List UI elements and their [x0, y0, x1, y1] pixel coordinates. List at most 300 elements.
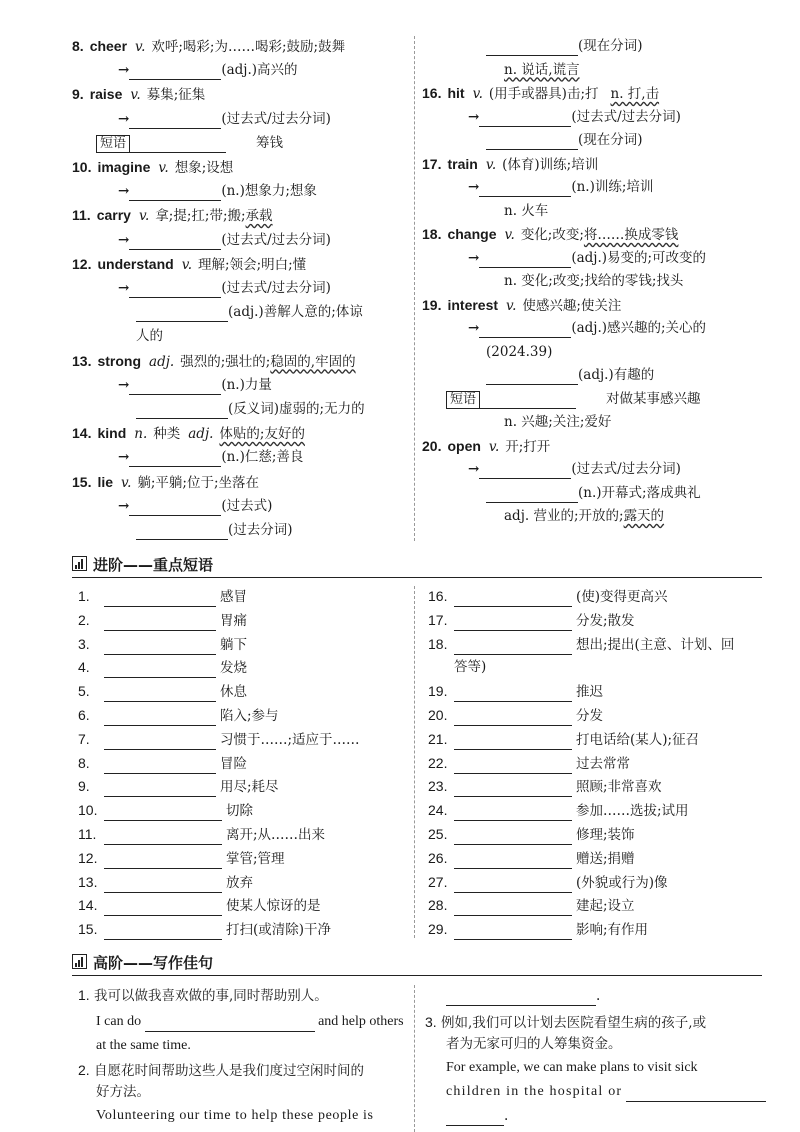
item-number: 2.: [78, 611, 90, 628]
phrase-meaning: 习惯于……;适应于……: [220, 731, 360, 748]
answer-blank[interactable]: [104, 925, 222, 940]
phrase-item: [78, 729, 360, 750]
phrase-item: [428, 919, 648, 940]
vocab-line: [72, 205, 273, 226]
vocab-word: lie: [97, 473, 114, 490]
phrase-meaning: 推迟: [576, 684, 603, 701]
answer-blank[interactable]: [104, 616, 216, 631]
answer-blank[interactable]: [454, 592, 572, 607]
arrow-icon: →: [468, 461, 480, 477]
vocab-line: [136, 302, 363, 322]
vocab-word: change: [447, 226, 497, 242]
vocab-line: [446, 389, 701, 409]
vocab-line: [422, 295, 621, 316]
item-number: 25.: [428, 826, 448, 842]
derivative-hint: (n.)想象力;想象: [221, 183, 317, 200]
item-number: 29.: [428, 921, 448, 938]
phrase-meaning: 想出;提出(主意、计划、回: [576, 636, 735, 653]
answer-blank[interactable]: [130, 138, 226, 153]
phrase-item: [428, 729, 699, 750]
part-of-speech: v.: [181, 256, 193, 273]
answer-blank[interactable]: [129, 501, 221, 516]
arrow-icon: →: [118, 449, 130, 466]
phrase-meaning: 冒险: [220, 755, 247, 772]
phrase-meaning: 陷入;参与: [220, 708, 279, 724]
answer-blank[interactable]: [136, 404, 228, 419]
derivative-hint: (过去式): [221, 497, 273, 514]
item-number: 5.: [78, 683, 90, 700]
vocab-line: [136, 399, 365, 419]
meaning: (用手或器具)击;打: [488, 86, 599, 102]
answer-blank[interactable]: [454, 878, 572, 893]
arrow-icon: →: [468, 108, 480, 125]
phrase-item: [428, 657, 486, 677]
arrow-icon: →: [118, 62, 130, 79]
section-header-phrases: [72, 554, 762, 578]
derivative-hint: (n.)力量: [221, 376, 272, 393]
item-number: 10.: [72, 159, 92, 175]
vocab-line: [486, 36, 643, 56]
derivative-hint: (过去分词): [228, 522, 293, 538]
answer-blank[interactable]: [454, 711, 572, 726]
sentence-3-end: .: [446, 1106, 508, 1126]
part-of-speech: v.: [138, 208, 150, 225]
vocab-line: [118, 181, 317, 201]
phrase-item: [78, 753, 247, 774]
phrase-item: [428, 753, 630, 774]
answer-blank[interactable]: [454, 925, 572, 940]
derivative-hint: (过去式/过去分词): [571, 108, 681, 125]
vocab-word: train: [447, 155, 478, 172]
phrase-item: [78, 681, 247, 702]
answer-blank[interactable]: [479, 323, 571, 338]
phrase-meaning: 修理;装饰: [576, 827, 635, 843]
phrase-meaning: 掌管;管理: [226, 850, 285, 867]
phrase-meaning: 休息: [220, 684, 247, 701]
vocab-line: [486, 342, 552, 362]
vocab-line: [504, 412, 611, 432]
meaning: 募集;征集: [146, 87, 206, 104]
phrase-meaning: 使某人惊讶的是: [226, 898, 321, 915]
item-number: 14.: [78, 897, 98, 914]
phrase-meaning: 感冒: [220, 589, 247, 605]
phrase-item: [428, 705, 603, 726]
vocab-line: [504, 60, 580, 80]
vocab-line: [72, 36, 345, 57]
phrase-meaning: 打扫(或清除)干净: [226, 922, 332, 939]
phrase-meaning: 照顾;非常喜欢: [576, 779, 662, 796]
answer-blank[interactable]: [104, 830, 222, 845]
vocab-line: [96, 133, 283, 153]
item-number: 17.: [422, 155, 442, 172]
sentence-1-cn: 1. 我可以做我喜欢做的事,同时帮助别人。: [78, 987, 328, 1004]
phrase-meaning: 筹钱: [256, 134, 284, 151]
answer-blank[interactable]: [454, 640, 572, 655]
part-of-speech: v.: [506, 297, 517, 314]
part-of-speech: v.: [158, 160, 169, 176]
meaning: 强烈的;强壮的;: [180, 353, 271, 370]
answer-blank[interactable]: [454, 830, 572, 845]
arrow-icon: →: [118, 231, 130, 248]
phrase-item: [428, 824, 635, 845]
phrase-item: [78, 634, 247, 655]
item-number: 8.: [78, 754, 90, 771]
phrase-item: [428, 776, 662, 797]
sentence-3-cn-cont: 者为无家可归的人筹集资金。: [446, 1036, 622, 1052]
derivative-hint: (反义词)虚弱的;无力的: [228, 401, 365, 417]
phrase-item: [78, 872, 253, 893]
answer-blank[interactable]: [104, 711, 216, 726]
item-number: 16.: [428, 588, 448, 604]
item-number: 19.: [428, 683, 448, 700]
derivative-hint: (n.)仁慈;善良: [221, 449, 304, 466]
vocab-line: [468, 459, 681, 479]
answer-blank[interactable]: [454, 901, 572, 916]
answer-blank[interactable]: [480, 394, 576, 409]
meaning: 种类: [153, 426, 181, 443]
answer-blank[interactable]: [454, 806, 572, 821]
part-of-speech: v.: [130, 87, 141, 104]
derivative-hint: (过去式/过去分词): [221, 110, 331, 127]
derivative-hint: (过去式/过去分词): [571, 461, 681, 477]
derivative-hint: (过去式/过去分词): [221, 231, 331, 248]
answer-blank[interactable]: [129, 186, 221, 201]
phrase-meaning: 切除: [226, 803, 253, 820]
answer-blank[interactable]: [454, 759, 572, 774]
meaning: (体育)训练;培训: [502, 156, 599, 173]
sentence-2-cn-cont: 好方法。: [96, 1084, 150, 1100]
arrow-icon: →: [118, 280, 130, 296]
item-number: 15.: [78, 921, 98, 938]
vocab-line: [486, 365, 654, 385]
phrase-meaning: (外貌或行为)像: [576, 874, 668, 891]
answer-blank[interactable]: [479, 182, 571, 197]
derivative-hint: (n.)训练;培训: [571, 179, 654, 195]
vocab-line: [136, 326, 163, 346]
bar-chart-icon: [72, 556, 87, 571]
item-number: 1.: [78, 588, 90, 604]
vocab-line: [72, 472, 259, 493]
bar-chart-icon: [72, 954, 87, 969]
answer-blank[interactable]: [129, 452, 221, 467]
vocab-line: [136, 520, 293, 540]
item-number: 27.: [428, 873, 448, 890]
part-of-speech: v.: [485, 156, 497, 173]
item-number: 21.: [428, 730, 448, 747]
answer-blank[interactable]: [479, 112, 571, 127]
vocab-word: imagine: [97, 159, 151, 175]
meaning: 想象;设想: [174, 160, 234, 176]
phrase-meaning: 答等): [454, 659, 487, 676]
answer-blank[interactable]: [129, 380, 221, 395]
vocab-line: [422, 83, 659, 104]
vocab-line: [422, 436, 550, 457]
answer-blank[interactable]: [454, 616, 572, 631]
item-number: 18.: [428, 635, 448, 652]
arrow-icon: →: [468, 179, 480, 195]
derivative-hint: (现在分词): [578, 38, 643, 54]
vocab-word: open: [447, 437, 481, 454]
phrase-item: [428, 610, 635, 631]
meaning: 拿;提;扛;带;搬;: [155, 208, 246, 225]
answer-blank[interactable]: [104, 687, 216, 702]
sentence-2-blank-line: .: [446, 986, 600, 1006]
phrase-meaning: 建起;设立: [576, 898, 635, 915]
phrase-meaning: 发烧: [220, 660, 247, 677]
item-number: 28.: [428, 897, 448, 914]
phrase-item: [78, 586, 247, 607]
answer-blank[interactable]: [486, 41, 578, 56]
phrase-meaning: 对做某事感兴趣: [606, 390, 701, 407]
vocab-word: interest: [447, 296, 499, 313]
vocab-line: [72, 351, 356, 372]
continuation: (2024.39): [486, 343, 553, 360]
continuation: adj. 营业的;开放的;: [504, 508, 624, 524]
answer-blank[interactable]: [129, 114, 221, 129]
item-number: 20.: [428, 707, 448, 723]
section-title: 进阶——重点短语: [93, 556, 214, 574]
vocab-line: [486, 483, 701, 503]
phrase-meaning: 赠送;捐赠: [576, 850, 635, 867]
sentence-1-en: I can do and help others: [96, 1012, 404, 1032]
vocab-line: [118, 230, 331, 250]
vocab-line: [486, 130, 643, 150]
answer-blank[interactable]: [136, 525, 228, 540]
vocab-line: [504, 506, 664, 526]
phrase-item: [78, 848, 285, 869]
arrow-icon: →: [118, 183, 130, 200]
part-of-speech: v.: [121, 474, 132, 491]
phrase-item: [428, 848, 635, 869]
item-number: 3.: [78, 635, 90, 652]
answer-blank[interactable]: [454, 782, 572, 797]
part-of-speech: adj.: [149, 353, 175, 370]
vocab-line: [468, 107, 681, 127]
arrow-icon: →: [118, 376, 130, 393]
highlighted-meaning: 体贴的;友好的: [219, 426, 305, 443]
vocab-line: [118, 447, 303, 467]
phrase-meaning: 影响;有作用: [576, 922, 649, 939]
item-number: 9.: [72, 86, 84, 103]
phrase-tag: 短语: [446, 391, 480, 409]
answer-blank[interactable]: [136, 307, 228, 322]
item-number: 9.: [78, 778, 90, 795]
phrase-item: [428, 586, 668, 607]
vocab-line: [468, 318, 706, 338]
item-number: 17.: [428, 611, 448, 628]
meaning: 使感兴趣;使关注: [522, 297, 622, 314]
vocab-word: raise: [89, 86, 123, 103]
sentence-3-en: For example, we can make plans to visit sick: [446, 1060, 698, 1075]
vocab-word: kind: [97, 425, 127, 442]
vocab-line: [118, 109, 331, 129]
answer-blank[interactable]: [446, 991, 596, 1006]
derivative-hint: (过去式/过去分词): [221, 280, 331, 296]
part-of-speech: v.: [472, 86, 483, 102]
arrow-icon: →: [118, 110, 130, 127]
column-divider-3: [414, 985, 415, 1132]
answer-blank[interactable]: [104, 640, 216, 655]
arrow-icon: →: [118, 497, 130, 514]
sentence-2-en: Volunteering our time to help these people is: [96, 1108, 374, 1123]
highlighted-meaning: 露天的: [623, 508, 665, 524]
part-of-speech: v.: [504, 227, 515, 243]
vocab-line: [422, 154, 598, 175]
derivative-hint: (adj.)高兴的: [221, 62, 298, 79]
answer-blank[interactable]: [104, 782, 216, 797]
answer-blank[interactable]: [479, 253, 571, 268]
highlighted-meaning: 将……换成零钱: [583, 227, 679, 243]
answer-blank[interactable]: [486, 370, 578, 385]
phrase-item: [78, 610, 247, 631]
vocab-line: [504, 271, 683, 291]
answer-blank[interactable]: [454, 854, 572, 869]
item-number: 26.: [428, 849, 448, 866]
phrase-tag: 短语: [96, 135, 130, 153]
item-number: 7.: [78, 730, 90, 747]
item-number: 13.: [72, 352, 92, 369]
phrase-meaning: 用尽;耗尽: [220, 779, 279, 796]
item-number: 19.: [422, 296, 442, 313]
highlighted-meaning: 稳固的,牢固的: [270, 353, 356, 370]
extra-meaning: n. 打,击: [610, 86, 660, 102]
continuation: n. 兴趣;关注;爱好: [504, 414, 612, 430]
answer-blank[interactable]: [446, 1111, 504, 1126]
item-number: 22.: [428, 754, 448, 771]
part-of-speech: v.: [135, 39, 146, 55]
vocab-line: [468, 177, 653, 197]
phrase-item: [428, 895, 635, 916]
item-number: 6.: [78, 707, 90, 723]
phrase-item: [428, 634, 734, 655]
vocab-line: [72, 423, 305, 444]
answer-blank[interactable]: [454, 687, 572, 702]
sentence-2-cn: 2. 自愿花时间帮助这些人是我们度过空闲时间的: [78, 1062, 364, 1079]
item-number: 4.: [78, 659, 90, 676]
item-number: 16.: [422, 85, 442, 101]
phrase-item: [428, 681, 603, 702]
answer-blank[interactable]: [104, 663, 216, 678]
vocab-word: carry: [96, 207, 131, 224]
phrase-item: [78, 895, 321, 916]
derivative-hint: (现在分词): [578, 132, 643, 148]
continuation: 人的: [136, 328, 163, 345]
phrase-meaning: 躺下: [220, 636, 247, 653]
vocab-line: [118, 278, 331, 298]
item-number: 8.: [72, 38, 84, 54]
phrase-meaning: 分发;散发: [576, 612, 635, 629]
vocab-word: understand: [97, 255, 174, 272]
item-number: 23.: [428, 778, 448, 795]
meaning: 变化;改变;: [520, 227, 584, 243]
continuation: n. 说话,谎言: [504, 61, 580, 78]
answer-blank[interactable]: [104, 878, 222, 893]
phrase-item: [428, 800, 689, 821]
section-title: 高阶——写作佳句: [93, 954, 214, 972]
meaning: 开;打开: [505, 438, 551, 455]
continuation: n. 变化;改变;找给的零钱;找头: [504, 273, 684, 289]
phrase-meaning: 离开;从……出来: [226, 827, 326, 843]
answer-blank[interactable]: [486, 135, 578, 150]
vocab-line: [422, 224, 678, 245]
part-of-speech: adj.: [188, 426, 214, 443]
meaning: 理解;领会;明白;懂: [198, 256, 307, 273]
item-number: 13.: [78, 873, 98, 890]
answer-blank[interactable]: [626, 1087, 766, 1102]
answer-blank[interactable]: [129, 283, 221, 298]
item-number: 12.: [78, 849, 98, 866]
arrow-icon: →: [468, 320, 480, 336]
phrase-item: [78, 824, 325, 845]
meaning: 欢呼;喝彩;为……喝彩;鼓励;鼓舞: [151, 39, 346, 55]
vocab-word: hit: [447, 85, 465, 101]
sentence-3-cn: 3. 例如,我们可以计划去医院看望生病的孩子,或: [425, 1014, 707, 1031]
answer-blank[interactable]: [486, 488, 578, 503]
answer-blank[interactable]: [145, 1017, 315, 1032]
vocab-line: [72, 254, 306, 275]
meaning: 躺;平躺;位于;坐落在: [137, 474, 260, 491]
derivative-hint: (adj.)易变的;可改变的: [571, 249, 707, 266]
item-number: 11.: [78, 826, 97, 842]
answer-blank[interactable]: [104, 854, 222, 869]
phrase-item: [428, 872, 668, 893]
vocab-line: [504, 201, 548, 221]
derivative-hint: (adj.)善解人意的;体谅: [228, 304, 363, 321]
item-number: 12.: [72, 255, 92, 272]
item-number: 14.: [72, 425, 92, 442]
derivative-hint: (adj.)感兴趣的;关心的: [571, 320, 707, 336]
derivative-hint: (adj.)有趣的: [578, 367, 655, 383]
column-divider-2: [414, 586, 415, 938]
phrase-meaning: 参加……选拔;试用: [576, 803, 689, 820]
vocab-line: [72, 84, 205, 105]
vocab-word: cheer: [89, 38, 128, 54]
phrase-meaning: 过去常常: [576, 755, 630, 772]
answer-blank[interactable]: [104, 592, 216, 607]
item-number: 20.: [422, 437, 442, 454]
item-number: 24.: [428, 802, 448, 819]
answer-blank[interactable]: [104, 735, 216, 750]
answer-blank[interactable]: [454, 735, 572, 750]
phrase-meaning: 放弃: [226, 874, 253, 891]
item-number: 10.: [78, 802, 98, 819]
part-of-speech: n.: [134, 426, 148, 443]
sentence-1-en-cont: at the same time.: [96, 1038, 191, 1053]
item-number: 15.: [72, 473, 92, 490]
vocab-word: strong: [97, 352, 142, 369]
arrow-icon: →: [468, 249, 480, 266]
answer-blank[interactable]: [129, 235, 221, 250]
phrase-item: [78, 919, 331, 940]
phrase-item: [78, 800, 253, 821]
answer-blank[interactable]: [104, 901, 222, 916]
phrase-item: [78, 776, 279, 797]
answer-blank[interactable]: [479, 464, 571, 479]
part-of-speech: v.: [488, 438, 500, 455]
phrase-meaning: 打电话给(某人);征召: [576, 731, 700, 748]
item-number: 18.: [422, 226, 442, 242]
highlighted-meaning: 承载: [245, 208, 273, 225]
vocab-line: [118, 496, 272, 516]
continuation: n. 火车: [504, 202, 549, 219]
answer-blank[interactable]: [104, 806, 222, 821]
vocab-line: [72, 157, 233, 178]
derivative-hint: (n.)开幕式;落成典礼: [578, 484, 701, 501]
vocab-line: [468, 248, 706, 268]
phrase-item: [78, 705, 279, 726]
answer-blank[interactable]: [104, 759, 216, 774]
answer-blank[interactable]: [129, 65, 221, 80]
